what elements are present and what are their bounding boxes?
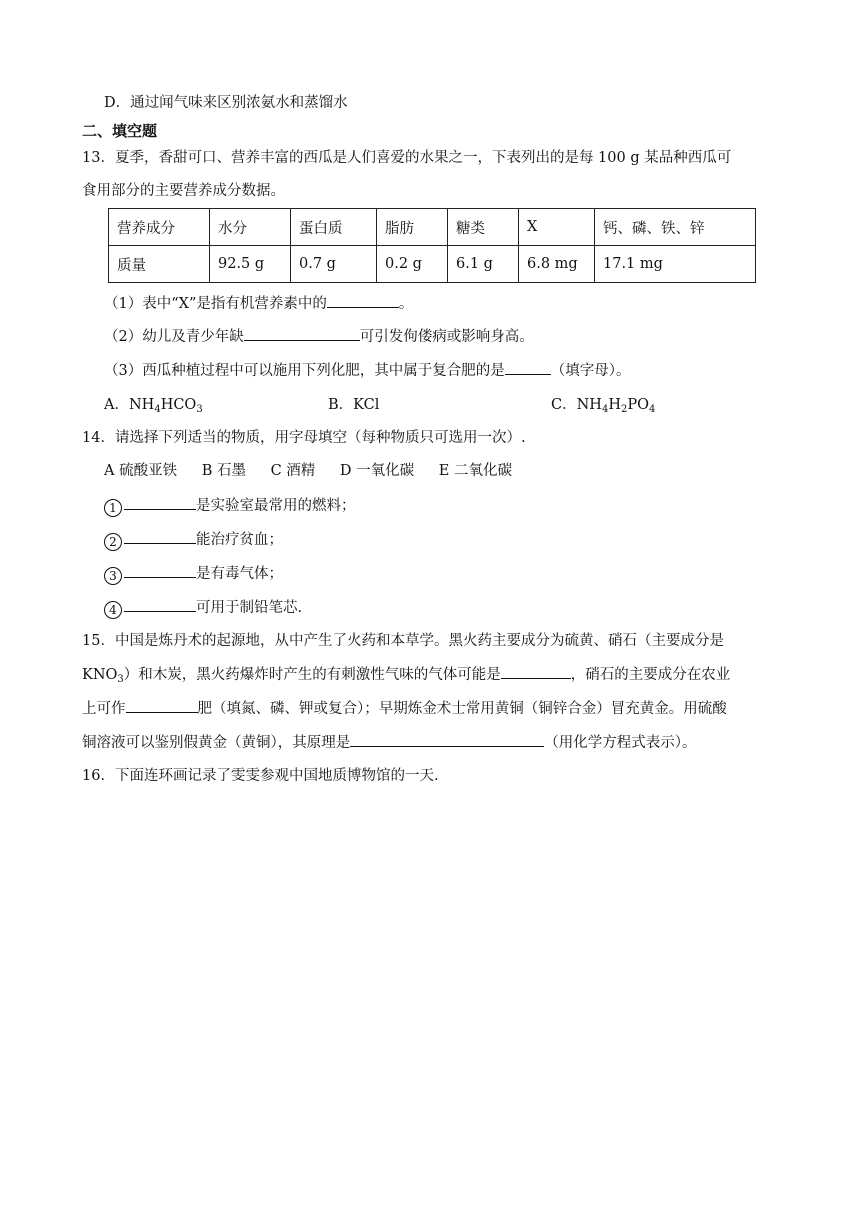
q13-sub1 [104,293,413,314]
table-cell: 17.1 mg [595,246,756,283]
q13-sub2-text: （2）幼儿及青少年缺 [104,329,244,345]
subscript: 2 [620,404,628,415]
choice-b: B 石墨 [201,463,246,479]
subscript: 4 [154,404,161,415]
circled-number: 1 [104,499,122,517]
table-cell: 钙、磷、铁、锌 [595,209,756,246]
q14-item-3 [104,563,283,585]
circled-number: 4 [104,601,122,619]
table-cell: 6.1 g [448,246,519,283]
q12-option-d: D．通过闻气味来区别浓氨水和蒸馏水 [104,95,348,111]
choice-a: A 硫酸亚铁 [104,463,178,479]
q13-stem-line1: 13．夏季，香甜可口、营养丰富的西瓜是人们喜爱的水果之一，下表列出的是每 100 g 某品种西瓜可 [82,150,732,166]
answer-blank[interactable] [124,495,196,510]
nutrition-table [108,208,756,283]
q13-option-b: B．KCl [328,397,380,413]
q13-sub3-end: （填字母）。 [550,363,631,379]
option-text: C．NH [551,397,602,413]
answer-blank[interactable] [501,664,571,679]
table-cell: 6.8 mg [519,246,595,283]
table-row [109,246,756,283]
q14-item-2 [104,529,283,551]
table-cell: 0.7 g [291,246,377,283]
subscript: 4 [649,404,656,415]
answer-blank[interactable] [124,563,196,578]
choice-e: E 二氧化碳 [438,463,512,479]
table-cell: 糖类 [448,209,519,246]
q13-sub1-end: 。 [398,296,414,312]
answer-blank[interactable] [505,360,551,375]
q13-sub2 [104,326,534,347]
table-cell: 水分 [210,209,291,246]
q16-stem: 16．下面连环画记录了雯雯参观中国地质博物馆的一天. [82,768,439,784]
text: （用化学方程式表示）。 [544,735,697,751]
table-cell: 92.5 g [210,246,291,283]
subscript: 3 [196,404,203,415]
table-header-row [109,209,756,246]
answer-blank[interactable] [327,293,399,308]
answer-blank[interactable] [126,698,198,713]
choice-c: C 酒精 [270,463,316,479]
subscript: 4 [601,404,609,415]
text: 肥（填氮、磷、钾或复合）；早期炼金术士常用黄铜（铜锌合金）冒充黄金。用硫酸 [197,701,727,717]
answer-blank[interactable] [350,732,544,747]
table-cell: 蛋白质 [291,209,377,246]
text: 铜溶液可以鉴别假黄金（黄铜），其原理是 [82,735,351,751]
option-text: A．NH [104,397,155,413]
item-text: 能治疗贫血； [196,532,283,548]
item-text: 是有毒气体； [196,566,283,582]
answer-blank[interactable] [124,529,196,544]
section-heading: 二、填空题 [82,122,158,140]
q14-item-4 [104,597,302,619]
answer-blank[interactable] [244,326,360,341]
q13-sub3-text: （3）西瓜种植过程中可以施用下列化肥，其中属于复合肥的是 [104,363,505,379]
q15-line4 [82,732,697,753]
table-cell: 质量 [109,246,210,283]
q15-line2 [82,664,730,690]
q13-stem-line2: 食用部分的主要营养成分数据。 [82,183,285,199]
item-text: 是实验室最常用的燃料； [196,498,356,514]
text: 上可作 [82,701,126,717]
q13-option-c [551,395,655,420]
table-cell: 营养成分 [109,209,210,246]
q15-line3 [82,698,727,719]
subscript: 3 [117,674,124,685]
option-text: HCO [160,397,197,413]
option-text: PO [627,397,649,413]
q13-sub3 [104,360,630,381]
choice-d: D 一氧化碳 [339,463,415,479]
text: ，硝石的主要成分在农业 [570,667,731,683]
q13-sub2-end: 可引发佝偻病或影响身高。 [359,329,534,345]
circled-number: 3 [104,567,122,585]
answer-blank[interactable] [124,597,196,612]
circled-number: 2 [104,533,122,551]
q15-line1: 15．中国是炼丹术的起源地，从中产生了火药和本草学。黑火药主要成分为硫黄、硝石（主要成分是 [82,633,724,649]
q14-choices [104,461,512,481]
text: ）和木炭，黑火药爆炸时产生的有刺激性气味的气体可能是 [123,667,501,683]
text: KNO [82,667,118,683]
item-text: 可用于制铅笔芯. [196,600,303,616]
table-cell: 0.2 g [377,246,448,283]
q13-sub1-text: （1）表中“X”是指有机营养素中的 [104,296,327,312]
option-text: H [608,397,621,413]
table-cell: 脂肪 [377,209,448,246]
q14-item-1 [104,495,356,517]
q14-stem: 14．请选择下列适当的物质，用字母填空（每种物质只可选用一次）. [82,430,526,446]
table-cell: X [519,209,595,246]
q13-option-a [104,395,203,420]
